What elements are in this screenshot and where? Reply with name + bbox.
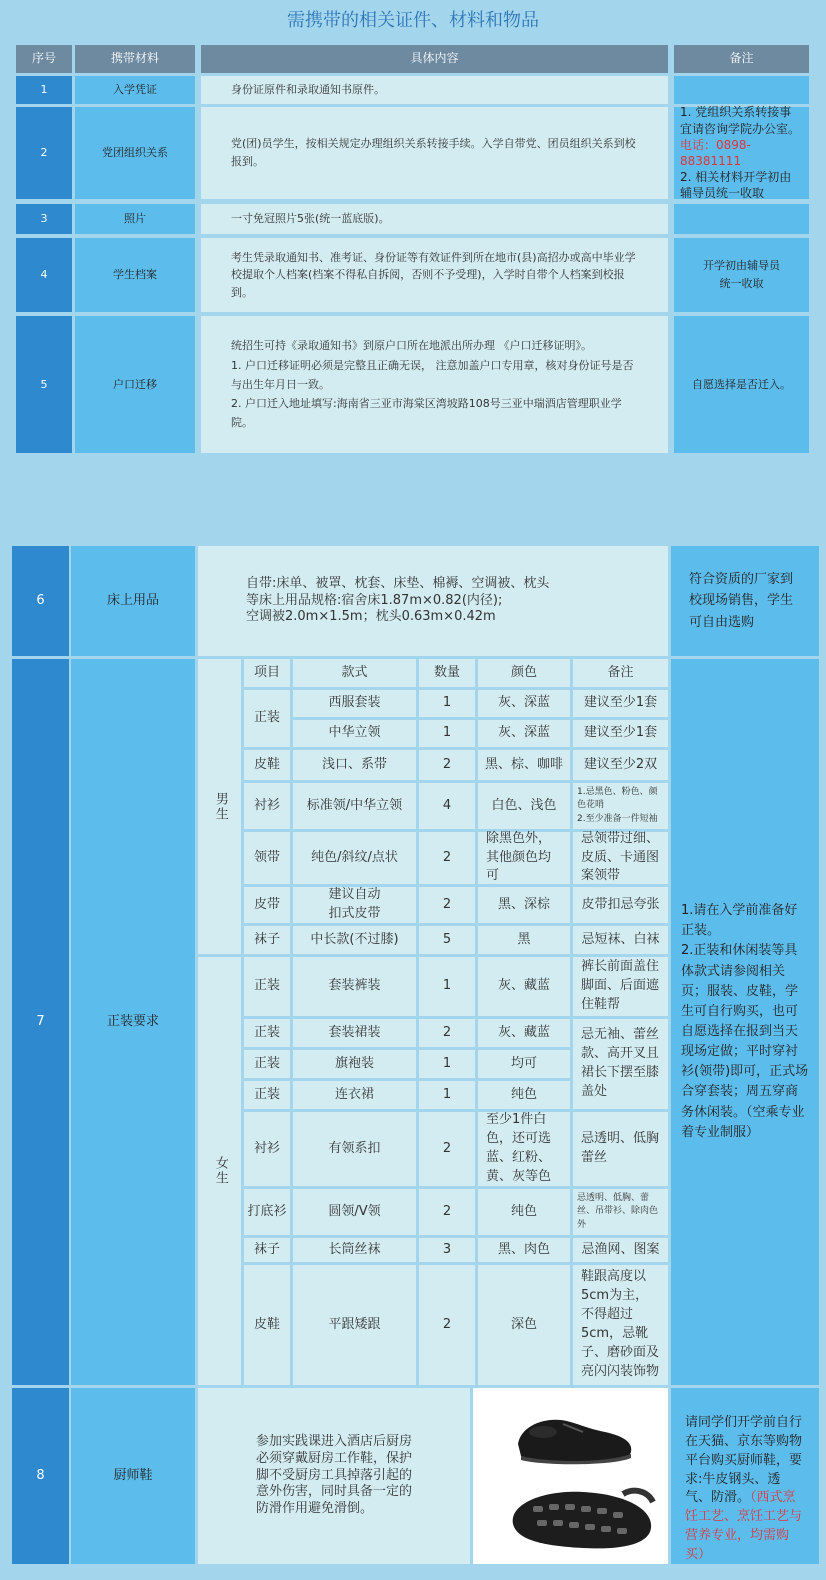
f-a-qty: 1 — [419, 957, 475, 1016]
f-c-item: 正装 — [244, 1050, 290, 1078]
shoe-sole-icon — [513, 1491, 653, 1549]
m-cs-item: 衬衫 — [244, 783, 290, 829]
row4-material: 学生档案 — [75, 238, 195, 312]
row3-content: 一寸免冠照片5张(统一蓝底版)。 — [201, 204, 668, 234]
m-cs-color: 白色、浅色 — [478, 783, 570, 829]
m-wz-note: 忌短袜、白袜 — [573, 926, 668, 954]
row5-no: 5 — [16, 316, 72, 453]
f-k-note: 鞋跟高度以5cm为主，不得超过5cm，忌靴子、磨砂面及亮闪闪装饰物 — [573, 1265, 668, 1385]
f-g-note: 忌透明、低胸、蕾丝、吊带衫、除肉色外 — [573, 1189, 668, 1235]
f-k-style: 平跟矮跟 — [293, 1265, 416, 1385]
row2-content: 党(团)员学生，按相关规定办理组织关系转接手续。入学自带党、团员组织关系到校报到。 — [201, 107, 668, 199]
f-g-item: 打底衫 — [244, 1189, 290, 1235]
row1-material: 入学凭证 — [75, 76, 195, 104]
f-a-color: 灰、藏蓝 — [478, 957, 570, 1016]
m-cs-note: 1.忌黑色、粉色、颜色花哨 2.至少准备一件短袖 — [573, 783, 668, 829]
f-k-qty: 2 — [419, 1265, 475, 1385]
page-title: 需携带的相关证件、材料和物品 — [287, 10, 539, 31]
m-pd-item: 皮带 — [244, 887, 290, 923]
m-r2-note: 建议至少1套 — [573, 720, 668, 747]
m-px-style: 浅口、系带 — [293, 750, 416, 780]
row2-material: 党团组织关系 — [75, 107, 195, 199]
f-h-qty: 3 — [419, 1238, 475, 1262]
m-pd-qty: 2 — [419, 887, 475, 923]
inner-head-note: 备注 — [573, 659, 668, 687]
f-d-item: 正装 — [244, 1081, 290, 1109]
row2-remark — [674, 107, 809, 199]
row8-remark — [671, 1388, 819, 1564]
f-d-qty: 1 — [419, 1081, 475, 1109]
f-h-style: 长筒丝袜 — [293, 1238, 416, 1262]
row6-content-3: 空调被2.0m×1.5m；枕头0.63m×0.42m — [246, 609, 496, 625]
row5-content-3: 2. 户口迁入地址填写:海南省三亚市海棠区湾坡路108号三亚中瑞酒店管理职业学院。 — [231, 397, 622, 430]
row6-material: 床上用品 — [71, 546, 195, 656]
f-k-color: 深色 — [478, 1265, 570, 1385]
m-pd-style: 建议自动扣式皮带 — [293, 887, 416, 923]
f-e-qty: 2 — [419, 1112, 475, 1186]
f-h-item: 袜子 — [244, 1238, 290, 1262]
row6-content-2: 等床上用品规格:宿舍床1.87m×0.82(内径); — [246, 592, 503, 608]
row5-content — [201, 316, 668, 453]
row4-remark: 开学初由辅导员统一收取 — [674, 238, 809, 312]
m-ld-qty: 2 — [419, 832, 475, 884]
m-pd-note: 皮带扣忌夸张 — [573, 887, 668, 923]
m-px-item: 皮鞋 — [244, 750, 290, 780]
m-ld-color: 除黑色外，其他颜色均可 — [478, 832, 570, 884]
f-d-color: 纯色 — [478, 1081, 570, 1109]
chef-shoes-image — [473, 1388, 668, 1564]
m-px-color: 黑、棕、咖啡 — [478, 750, 570, 780]
m-r1-style: 西服套装 — [293, 690, 416, 717]
row3-no: 3 — [16, 204, 72, 234]
f-e-color: 至少1件白色，还可选蓝、红粉、黄、灰等色 — [478, 1112, 570, 1186]
row8-remark-red: （西式烹饪工艺、烹饪工艺与营养专业，均需购买） — [685, 1490, 803, 1562]
f-a-note: 裤长前面盖住脚面、后面遮住鞋帮 — [573, 957, 668, 1016]
inner-head-color: 颜色 — [478, 659, 570, 687]
row2-remark-2: 2. 相关材料开学初由辅导员统一收取 — [680, 170, 792, 201]
f-b-qty: 2 — [419, 1019, 475, 1047]
f-h-note: 忌渔网、图案 — [573, 1238, 668, 1262]
m-r1-note: 建议至少1套 — [573, 690, 668, 717]
row2-remark-phone: 电话：0898-88381111 — [680, 137, 751, 168]
m-wz-item: 袜子 — [244, 926, 290, 954]
row8-remark-black: 请同学们开学前自行在天猫、京东等购物平台购买厨师鞋，要求:牛皮钢头、透气、防滑。 — [685, 1415, 803, 1506]
m-px-qty: 2 — [419, 750, 475, 780]
f-g-color: 纯色 — [478, 1189, 570, 1235]
row7-no: 7 — [12, 659, 69, 1385]
row3-remark — [674, 204, 809, 234]
header-remark: 备注 — [674, 45, 809, 73]
row1-no: 1 — [16, 76, 72, 104]
f-g-qty: 2 — [419, 1189, 475, 1235]
row2-remark-1: 1. 党组织关系转接事宜请咨询学院办公室。 — [680, 105, 801, 136]
m-r1-color: 灰、深蓝 — [478, 690, 570, 717]
m-wz-color: 黑 — [478, 926, 570, 954]
row7-remark: 1.请在入学前准备好正装。 2.正装和休闲装等具体款式请参阅相关页；服装、皮鞋，学生可自行购买，也可自愿选择在报到当天现场定做；平时穿衬衫(领带)即可，正式场合穿套装；周五穿商务休闲装。（空乘专业着专业制服） — [671, 659, 819, 1385]
row8-material: 厨师鞋 — [71, 1388, 195, 1564]
inner-head-style: 款式 — [293, 659, 416, 687]
f-b-style: 套装裙装 — [293, 1019, 416, 1047]
f-e-style: 有领系扣 — [293, 1112, 416, 1186]
m-wz-qty: 5 — [419, 926, 475, 954]
m-cs-qty: 4 — [419, 783, 475, 829]
inner-head-item: 项目 — [244, 659, 290, 687]
m-r2-style: 中华立领 — [293, 720, 416, 747]
m-cs-style: 标准领/中华立领 — [293, 783, 416, 829]
f-bcd-note: 忌无袖、蕾丝款、高开叉且裙长下摆至膝盖处 — [573, 1019, 668, 1109]
row4-content: 考生凭录取通知书、准考证、身份证等有效证件到所在地市(县)高招办或高中毕业学校提取个人档案(档案不得私自拆阅，否则不予受理)，入学时自带个人档案到校报到。 — [201, 238, 668, 312]
header-no: 序号 — [16, 45, 72, 73]
row6-remark: 符合资质的厂家到校现场销售，学生可自由选购 — [671, 546, 819, 656]
m-ld-style: 纯色/斜纹/点状 — [293, 832, 416, 884]
f-d-style: 连衣裙 — [293, 1081, 416, 1109]
f-e-item: 衬衫 — [244, 1112, 290, 1186]
f-k-item: 皮鞋 — [244, 1265, 290, 1385]
f-a-style: 套装裤装 — [293, 957, 416, 1016]
row7-material: 正装要求 — [71, 659, 195, 1385]
f-h-color: 黑、肉色 — [478, 1238, 570, 1262]
m-r2-color: 灰、深蓝 — [478, 720, 570, 747]
row3-material: 照片 — [75, 204, 195, 234]
m-ld-item: 领带 — [244, 832, 290, 884]
m-zz-item: 正装 — [244, 690, 290, 747]
row5-content-1: 统招生可持《录取通知书》到原户口所在地派出所办理 《户口迁移证明》。 — [231, 339, 592, 353]
m-r1-qty: 1 — [419, 690, 475, 717]
f-g-style: 圆领/V领 — [293, 1189, 416, 1235]
row6-content — [198, 546, 668, 656]
m-pd-color: 黑、深棕 — [478, 887, 570, 923]
f-c-qty: 1 — [419, 1050, 475, 1078]
f-c-style: 旗袍装 — [293, 1050, 416, 1078]
row2-no: 2 — [16, 107, 72, 199]
header-content: 具体内容 — [201, 45, 668, 73]
row5-material: 户口迁移 — [75, 316, 195, 453]
f-a-item: 正装 — [244, 957, 290, 1016]
row5-content-2: 1. 户口迁移证明必须是完整且正确无误， 注意加盖户口专用章，核对身份证号是否与出生年月日一致。 — [231, 358, 634, 391]
f-b-color: 灰、藏蓝 — [478, 1019, 570, 1047]
m-r2-qty: 1 — [419, 720, 475, 747]
f-e-note: 忌透明、低胸蕾丝 — [573, 1112, 668, 1186]
row6-no: 6 — [12, 546, 69, 656]
row5-remark: 自愿选择是否迁入。 — [674, 316, 809, 453]
m-px-note: 建议至少2双 — [573, 750, 668, 780]
male-label: 男生 — [198, 659, 241, 954]
row8-content: 参加实践课进入酒店后厨房必须穿戴厨房工作鞋，保护脚不受厨房工具掉落引起的意外伤害，同时具备一定的防滑作用避免滑倒。 — [198, 1388, 470, 1564]
row6-content-1: 自带:床单、被罩、枕套、床垫、棉褥、空调被、枕头 — [246, 575, 550, 591]
f-b-item: 正装 — [244, 1019, 290, 1047]
m-ld-note: 忌领带过细、皮质、卡通图案领带 — [573, 832, 668, 884]
header-material: 携带材料 — [75, 45, 195, 73]
row1-remark — [674, 76, 809, 104]
inner-head-qty: 数量 — [419, 659, 475, 687]
m-wz-style: 中长款(不过膝) — [293, 926, 416, 954]
row4-no: 4 — [16, 238, 72, 312]
row8-no: 8 — [12, 1388, 69, 1564]
female-label: 女生 — [198, 957, 241, 1385]
shoe-icon — [518, 1420, 631, 1465]
row1-content: 身份证原件和录取通知书原件。 — [201, 76, 668, 104]
f-c-color: 均可 — [478, 1050, 570, 1078]
